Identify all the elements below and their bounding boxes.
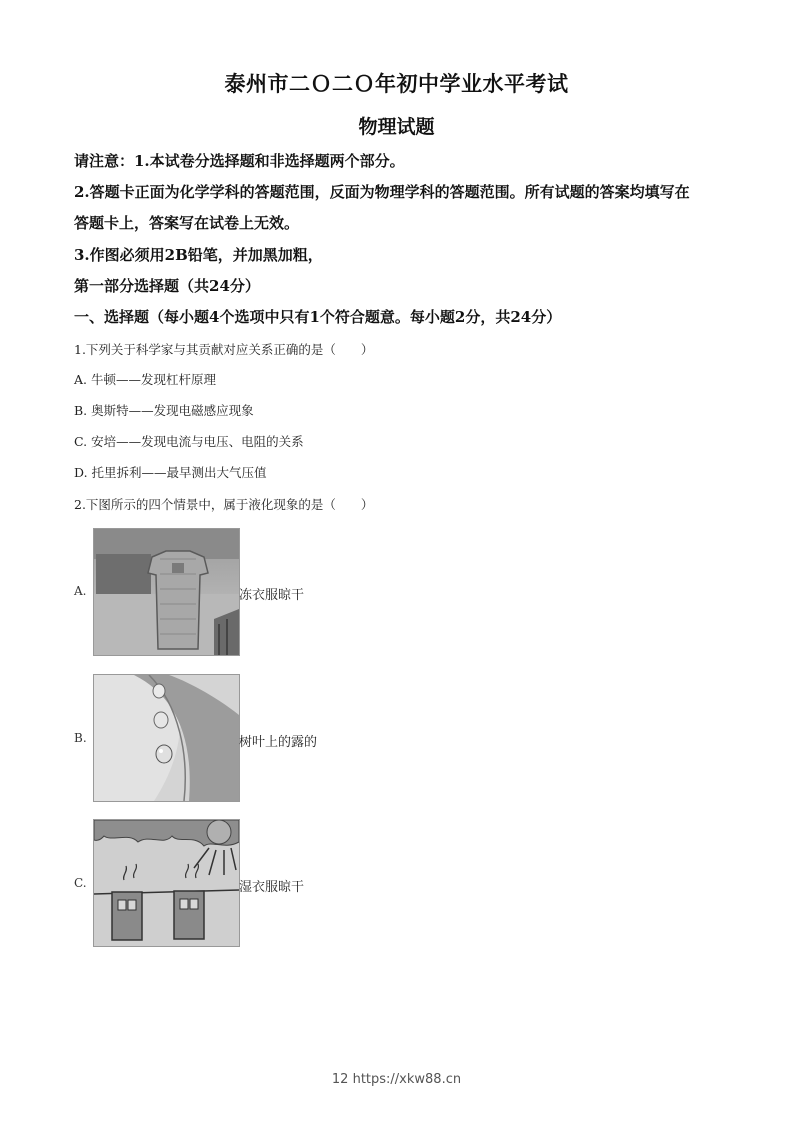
question-1-stem: 1.下列关于科学家与其贡献对应关系正确的是（ ） <box>74 342 374 357</box>
question-1-option-a: A. 牛顿——发现杠杆原理 <box>74 372 216 387</box>
question-2-option-b-label: B. <box>74 731 87 745</box>
notice-line-3: 3.作图必须用2B铅笔，并加黑加粗， <box>74 246 323 264</box>
exam-title: 泰州市二Ｏ二Ｏ年初中学业水平考试 <box>224 71 569 96</box>
exam-subtitle: 物理试题 <box>358 116 435 138</box>
question-2-option-c-caption: 湿衣服晾干 <box>239 880 305 895</box>
notice-line-1: 请注意：1.本试卷分选择题和非选择题两个部分。 <box>74 152 405 170</box>
question-2-option-a-caption: 冻衣服晾干 <box>239 588 305 603</box>
frozen-clothes-photo <box>93 528 240 656</box>
page-footer: 12 https://xkw88.cn <box>331 1072 462 1087</box>
question-2-option-c-label: C. <box>74 876 87 890</box>
question-1-option-d: D. 托里拆利——最早测出大气压值 <box>74 465 267 480</box>
question-2-stem: 2.下图所示的四个情景中，属于液化现象的是（ ） <box>74 497 374 512</box>
section-heading: 一、选择题（每小题4个选项中只有1个符合题意。每小题2分，共24分） <box>74 308 562 326</box>
notice-line-2b: 答题卡上，答案写在试卷上无效。 <box>74 214 300 232</box>
question-1-option-b: B. 奥斯特——发现电磁感应现象 <box>74 403 254 418</box>
question-2-option-a-label: A. <box>74 584 87 598</box>
question-1-option-c: C. 安培——发现电流与电压、电阻的关系 <box>74 434 304 449</box>
notice-line-2a: 2.答题卡正面为化学学科的答题范围，反面为物理学科的答题范围。所有试题的答案均填写在 <box>74 183 690 201</box>
drying-clothes-sketch <box>93 819 240 947</box>
part-heading: 第一部分选择题（共24分） <box>74 277 260 295</box>
question-2-option-b-caption: 树叶上的露的 <box>239 735 318 750</box>
dew-on-leaf-photo <box>93 674 240 802</box>
